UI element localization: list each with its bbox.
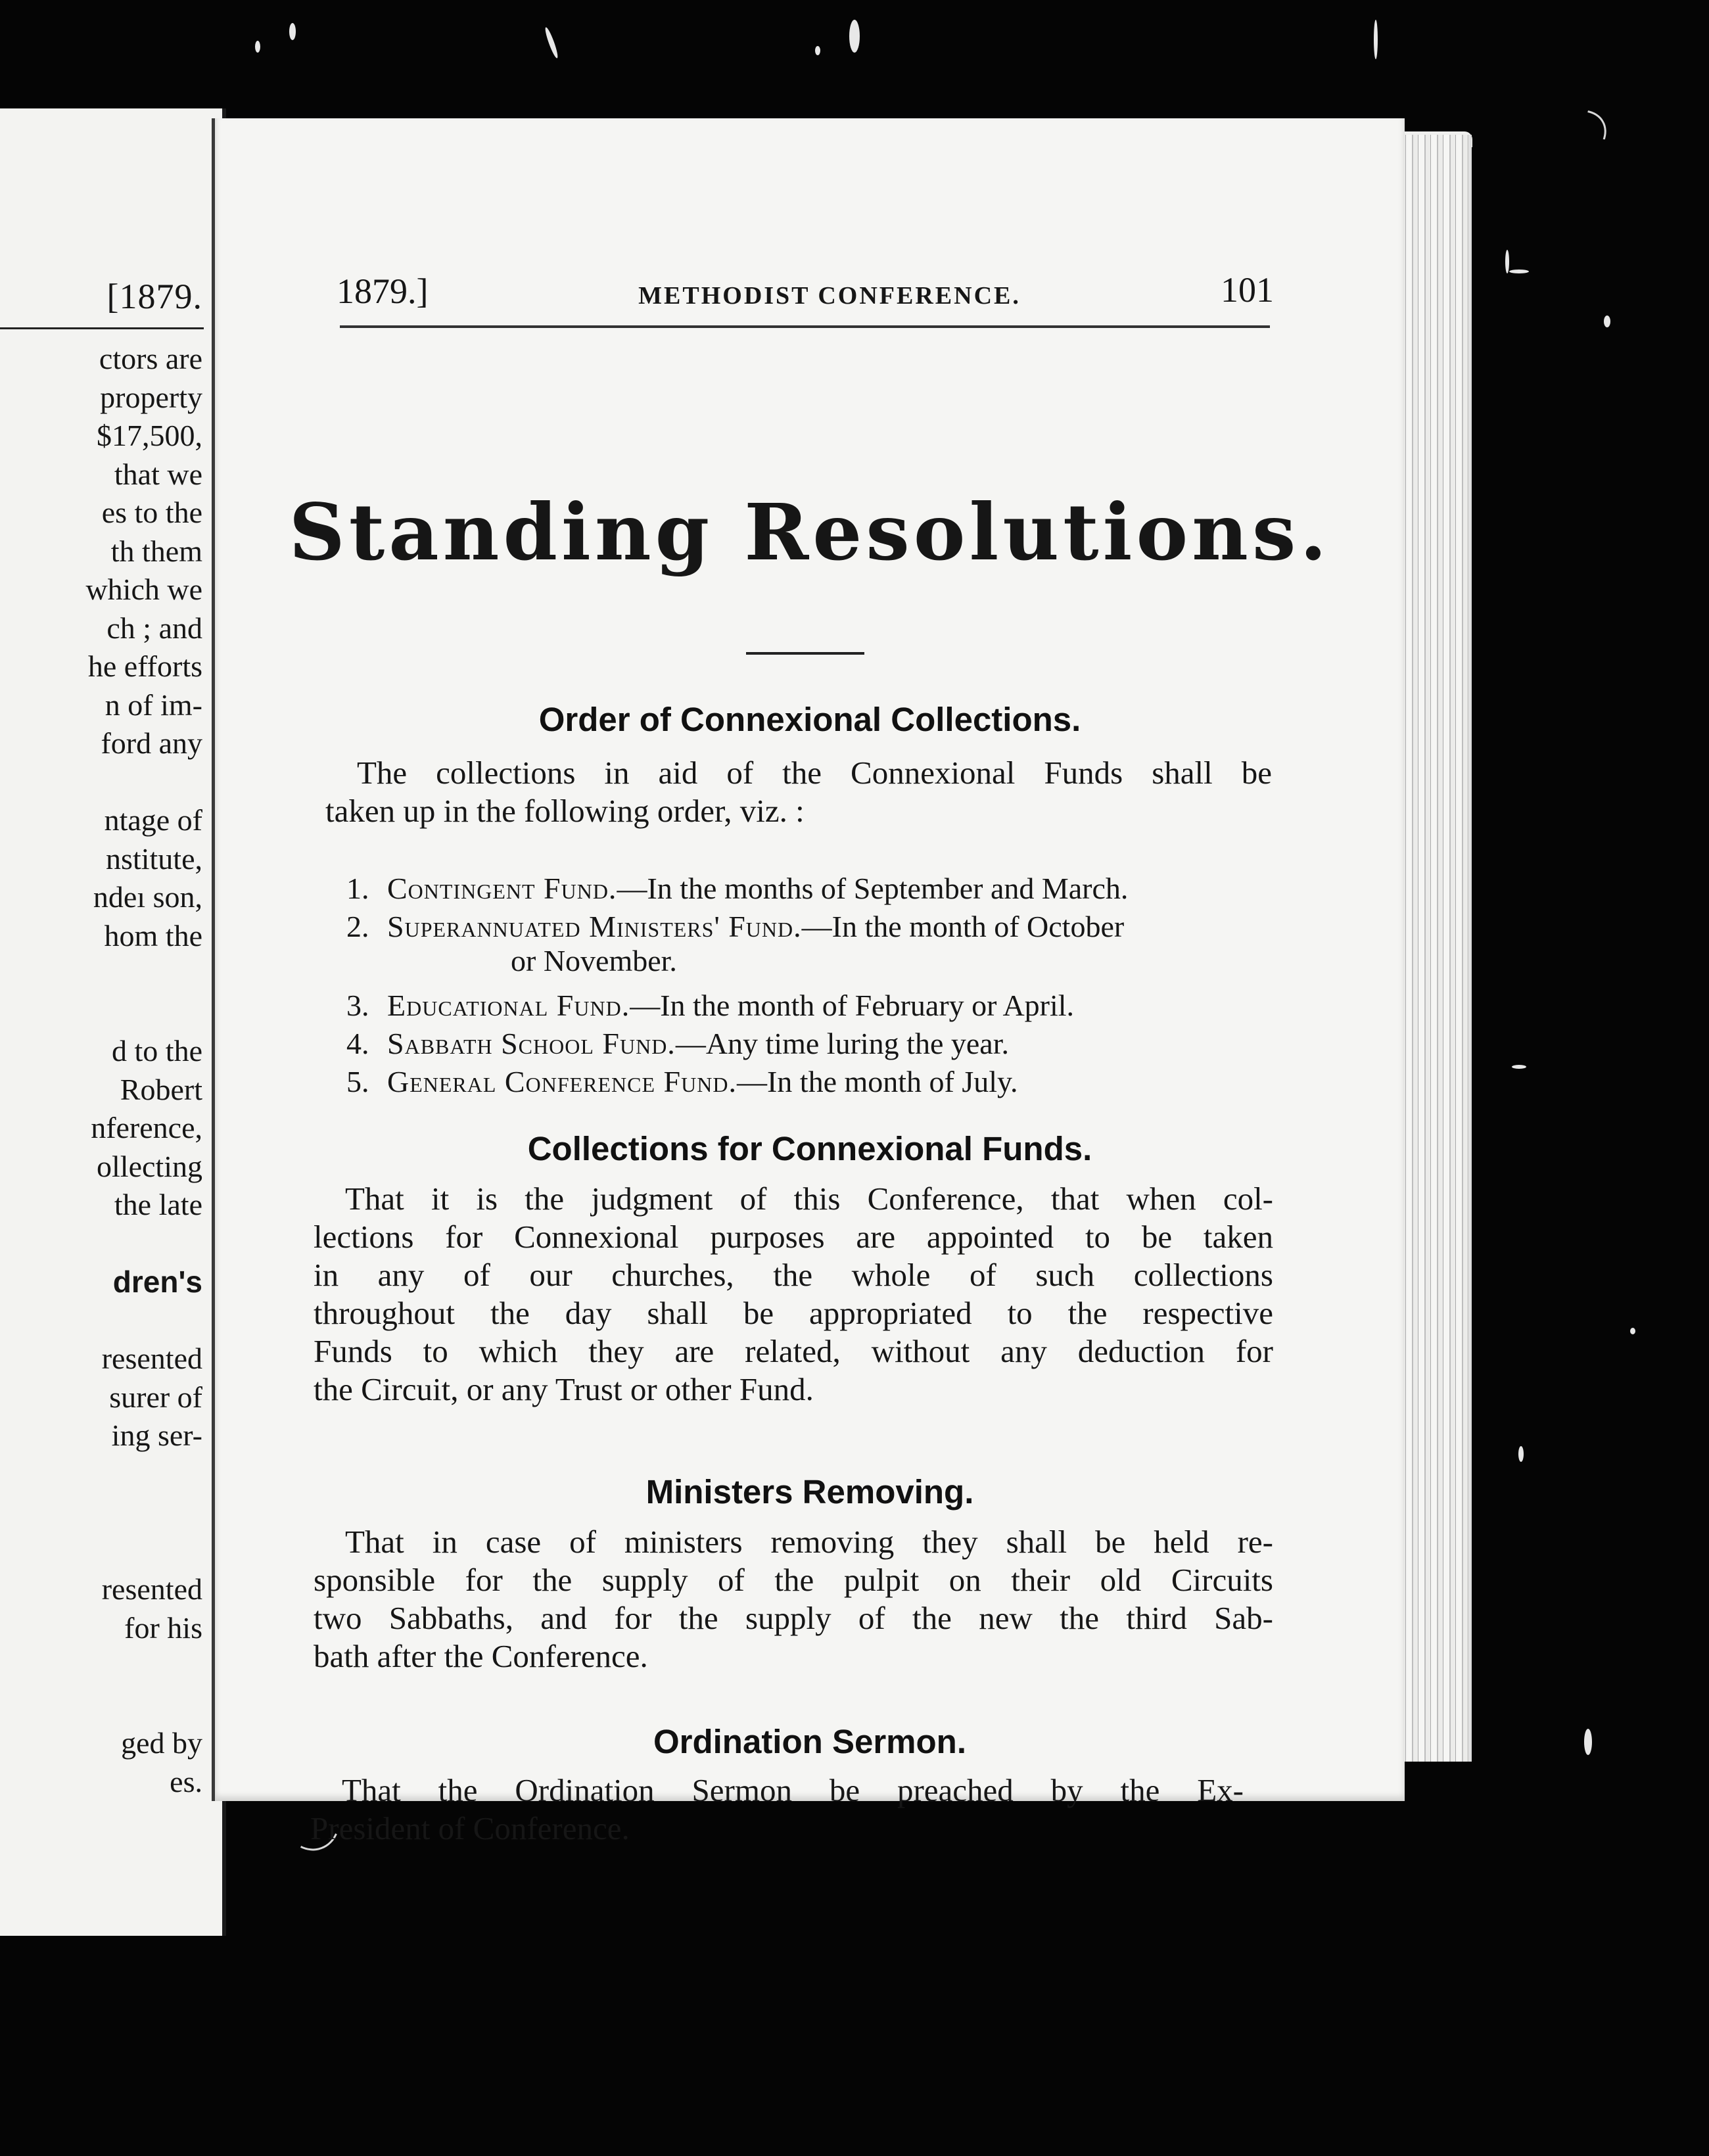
page-number: 101: [1221, 270, 1274, 310]
left-page-line: resented: [101, 1572, 202, 1606]
scan-speck: [1630, 1328, 1635, 1334]
left-page-line: ndeı son,: [93, 880, 202, 914]
title-rule: [746, 652, 864, 655]
left-page-line: ollecting: [97, 1149, 202, 1183]
paragraph-line: in any of our churches, the whole of such collections: [314, 1257, 1273, 1293]
scan-speck: [1604, 316, 1610, 327]
scan-speck: [1505, 250, 1509, 273]
left-page-line: ford any: [101, 726, 202, 760]
left-page-line: dren's: [112, 1265, 202, 1299]
fund-name: Superannuated Ministers' Fund.: [387, 910, 802, 943]
scan-speck: [1374, 20, 1378, 59]
list-item-number: 2.: [346, 910, 369, 943]
left-page-line: $17,500,: [97, 419, 202, 452]
scan-scratch: [1536, 99, 1616, 174]
left-page-line: d to the: [112, 1034, 202, 1067]
left-page-line: nstitute,: [106, 841, 202, 876]
paragraph-line: The collections in aid of the Connexional Funds shall be: [357, 755, 1272, 791]
book-page-edges: [1393, 135, 1472, 1762]
paragraph-line: lections for Connexional purposes are appointed to be taken: [314, 1219, 1273, 1255]
left-page-year: [1879.: [106, 277, 202, 316]
paragraph-line: bath after the Conference.: [314, 1638, 648, 1674]
fund-name: Contingent Fund.: [387, 872, 617, 905]
left-page-line: n of im-: [105, 688, 202, 722]
list-item-number: 5.: [346, 1065, 369, 1098]
paragraph-line: throughout the day shall be appropriated to the respective: [314, 1295, 1273, 1331]
left-page-line: resented: [101, 1342, 202, 1375]
left-page-line: property: [100, 380, 202, 414]
ministers-paragraph: [314, 1523, 1273, 1676]
order-intro-paragraph: [325, 754, 1272, 830]
left-page-line: he efforts: [87, 649, 202, 683]
list-item: [346, 1026, 1009, 1061]
left-page-line: nference,: [91, 1111, 202, 1144]
paragraph-line: two Sabbaths, and for the supply of the new the third Sab-: [314, 1600, 1273, 1636]
scan-speck: [815, 46, 820, 55]
previous-page: [0, 108, 226, 1936]
paragraph-line: President of Conference.: [310, 1810, 630, 1846]
scan-speck: [1509, 270, 1529, 273]
left-page-line: ged by: [121, 1726, 202, 1760]
fund-name: Sabbath School Fund.: [387, 1027, 676, 1060]
left-page-line: surer of: [109, 1380, 202, 1414]
list-item-text: —In the month of February or April.: [630, 989, 1075, 1022]
list-item-number: 4.: [346, 1027, 369, 1060]
paragraph-line: sponsible for the supply of the pulpit on their old Circuits: [314, 1562, 1273, 1598]
list-item-text: —Any time luring the year.: [675, 1027, 1009, 1060]
scan-speck: [289, 23, 296, 40]
list-item: [346, 988, 1074, 1023]
header-rule: [340, 325, 1270, 328]
page-title: Standing Resolutions.: [289, 486, 1331, 578]
section-heading-collections: Collections for Connexional Funds.: [527, 1130, 1092, 1167]
scan-speck: [1584, 1729, 1592, 1755]
left-page-line: es.: [170, 1764, 202, 1798]
scan-speck: [849, 20, 860, 53]
left-page-line: for his: [124, 1610, 202, 1645]
left-page-line: ch ; and: [106, 611, 202, 645]
running-head-text: METHODIST CONFERENCE.: [638, 282, 1021, 310]
collections-paragraph: [314, 1180, 1273, 1409]
left-page-line: hom the: [104, 918, 202, 952]
paragraph-line: That in case of ministers removing they shall be held re-: [345, 1524, 1273, 1560]
list-item-text: —In the month of October: [801, 910, 1125, 943]
list-item-number: 3.: [346, 989, 369, 1022]
scan-speck: [1512, 1065, 1526, 1069]
paragraph-line: That the Ordination Sermon be preached by the Ex-: [342, 1772, 1244, 1808]
list-item-continuation: or November.: [511, 944, 677, 977]
section-heading-ministers: Ministers Removing.: [645, 1473, 974, 1511]
paragraph-line: That it is the judgment of this Conference, that when col-: [345, 1181, 1273, 1217]
scan-speck: [544, 26, 560, 59]
list-item-number: 1.: [346, 872, 369, 905]
left-page-line: th them: [110, 534, 202, 568]
left-header-rule: [0, 327, 204, 329]
fund-name: General Conference Fund.: [387, 1065, 737, 1098]
section-heading-ordination: Ordination Sermon.: [653, 1723, 967, 1760]
paragraph-line: Funds to which they are related, without any deduction for: [314, 1333, 1273, 1369]
section-heading-order: Order of Connexional Collections.: [538, 701, 1081, 738]
left-page-line: ing ser-: [111, 1418, 202, 1452]
paragraph-line: taken up in the following order, viz. :: [325, 793, 805, 829]
left-page-line: ctors are: [99, 342, 202, 375]
list-item-text: —In the months of September and March.: [617, 872, 1129, 905]
left-page-line: Robert: [120, 1072, 202, 1106]
list-item: [346, 909, 1124, 944]
header-year: 1879.]: [337, 271, 429, 311]
list-item: [346, 1064, 1018, 1099]
left-page-line: that we: [114, 457, 202, 491]
left-page-line: which we: [85, 573, 202, 606]
scan-speck: [255, 41, 260, 53]
fund-name: Educational Fund.: [387, 989, 630, 1022]
ordination-paragraph: [310, 1771, 1244, 1848]
left-page-line: the late: [114, 1188, 202, 1221]
left-page-line: es to the: [101, 496, 202, 529]
scan-speck: [1518, 1446, 1524, 1462]
left-page-line: ntage of: [104, 803, 202, 837]
list-item-text: —In the month of July.: [736, 1065, 1018, 1098]
paragraph-line: the Circuit, or any Trust or other Fund.: [314, 1371, 814, 1407]
book-page: [212, 118, 1405, 1801]
list-item: [346, 871, 1128, 906]
